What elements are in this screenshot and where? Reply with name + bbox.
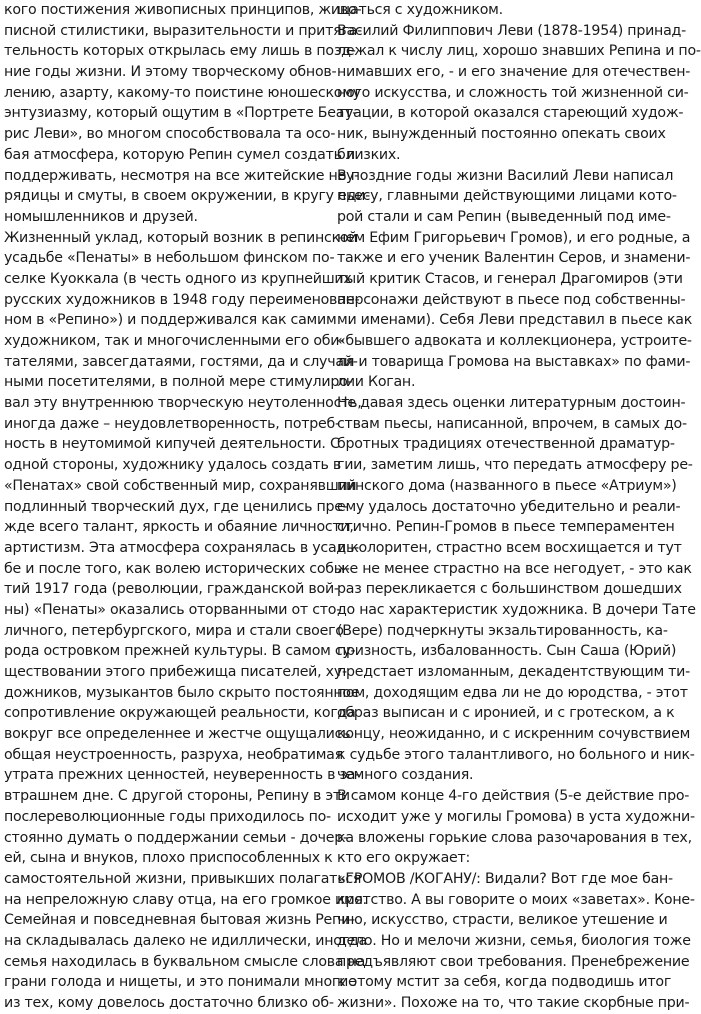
text-line: туации, в которой оказался стареющий худож-: [337, 105, 684, 122]
text-line: до нас характеристик художника. В дочери Тате: [337, 601, 696, 618]
text-line: самостоятельной жизни, привыкших полагаться: [4, 870, 362, 887]
text-line: щаться с художником.: [337, 2, 503, 18]
text-line: вокруг все определеннее и жестче ощущались: [4, 726, 351, 743]
text-line: рода островком прежней культуры. В самом су-: [4, 643, 356, 660]
text-line: селке Куоккала (в честь одного из крупнейших: [4, 270, 352, 287]
text-line: тий 1917 года (революции, гражданской вой-: [4, 581, 339, 598]
text-line: дожников, музыкантов было скрыто постоянное: [4, 684, 360, 701]
text-line: рядицы и смуты, в своем окружении, в кругу еди-: [4, 188, 370, 205]
text-line: артистизм. Эта атмосфера сохранялась в усадь-: [4, 539, 359, 556]
text-line: ного искусства, и сложность той жизненной си-: [337, 84, 689, 101]
text-line: художником, так и многочисленными его оби-: [4, 333, 345, 349]
text-line: концу, неожиданно, и с искренним сочувствием: [337, 726, 691, 743]
text-line: В самом конце 4-го действия (5-е действие про-: [337, 788, 690, 805]
text-line: номышленников и друзей.: [4, 208, 198, 225]
text-line: рис Леви», во многом способствовала та осо-: [4, 126, 336, 143]
text-line: иногда даже – неудовлетворенность, потреб-: [4, 415, 340, 432]
text-line: бая атмосфера, которую Репин сумел создать и: [4, 146, 355, 163]
text-line: Жизненный уклад, который возник в репинской: [4, 229, 358, 246]
text-line: же не менее страстно на все негодует, - это как: [337, 560, 692, 577]
text-line: кого постижения живописных принципов, живо-: [4, 2, 362, 18]
text-line: образ выписан и с иронией, и с гротеском, а к: [337, 705, 675, 722]
text-line: Семейная и повседневная бытовая жизнь Репи-: [4, 912, 355, 929]
text-line: энтузиазму, который ощутим в «Портрете Беат-: [4, 105, 358, 122]
text-line: семья находилась в буквальном смысле слова на: [4, 953, 366, 970]
text-line: кротство. А вы говорите о моих «заветах». Коне-: [337, 891, 695, 908]
text-line: Не давая здесь оценки литературным достоин-: [337, 395, 686, 412]
text-line: к судьбе этого талантливого, но больного и ник-: [337, 746, 695, 763]
text-line: лению, азарту, какому-то поистине юношескому: [4, 84, 361, 101]
text-line: ны) «Пенаты» оказались оторванными от сто-: [4, 601, 342, 618]
text-line: раз перекликается с большинством дошедших: [337, 581, 682, 598]
text-line: подлинный творческий дух, где ценились пре-: [4, 498, 348, 515]
text-line: бе и после того, как волею исторических собы-: [4, 560, 350, 577]
text-line: бротных традициях отечественной драматур-: [337, 436, 675, 453]
text-line: втрашнем дне. С другой стороны, Репину в эти: [4, 788, 350, 805]
text-line: исходит уже у могилы Громова) в уста художни-: [337, 808, 695, 825]
text-line: гии, заметим лишь, что передать атмосферу ре-: [337, 457, 693, 474]
text-line: стоянно думать о поддержании семьи - дочер-: [4, 829, 348, 846]
text-line: жде всего талант, яркость и обаяние личности,: [4, 519, 354, 536]
text-line: пинского дома (названного в пьесе «Атриум»): [337, 477, 677, 494]
right-text-column: [337, 0, 701, 1011]
text-line: пом, доходящим едва ли не до юродства, - этот: [337, 684, 688, 701]
text-line: ля и товарища Громова на выставках» по фами-: [337, 353, 691, 370]
text-line: лии Коган.: [337, 374, 416, 391]
text-line: на складывалась далеко не идиллически, иногда: [4, 932, 367, 949]
text-line: ными посетителями, в полной мере стимулиро-: [4, 374, 353, 391]
text-line: поддерживать, несмотря на все житейские неу-: [4, 167, 359, 184]
text-line: лежал к числу лиц, хорошо знавших Репина и по-: [337, 43, 701, 60]
text-line: дело. Но и мелочи жизни, семья, биология тоже: [337, 932, 691, 949]
text-line: персонажи действуют в пьесе под собственны-: [337, 291, 686, 308]
text-line: чемного создания.: [337, 767, 474, 784]
text-line: ей, сына и внуков, плохо приспособленных к: [4, 850, 333, 867]
text-line: ность в неутомимой кипучей деятельности. С: [4, 436, 340, 453]
text-line: ему удалось достаточно убедительно и реали-: [337, 498, 681, 515]
text-line: и колоритен, страстно всем восхищается и тут: [337, 539, 682, 556]
text-line: к этому мстит за себя, когда подводишь итог: [337, 974, 672, 991]
text-line: грани голода и нищеты, и это понимали многие: [4, 974, 357, 991]
text-line: тателями, завсегдатаями, гостями, да и случай-: [4, 353, 358, 370]
text-line: Василий Филиппович Леви (1878-1954) принад-: [337, 22, 686, 39]
text-line: одной стороны, художнику удалось создать в: [4, 457, 341, 474]
text-line: «бывшего адвоката и коллекционера, устроите-: [337, 333, 692, 349]
text-line: общая неустроенность, разруха, необратимая: [4, 746, 343, 763]
text-line: вал эту внутреннюю творческую неутоленность,: [4, 395, 362, 412]
text-line: жизни». Похоже на то, что такие скорбные при-: [337, 995, 690, 1011]
text-line: ном в «Репино») и поддерживался как самим: [4, 312, 337, 329]
text-line: писной стилистики, выразительности и притяга-: [4, 22, 362, 39]
text-line: сопротивление окружающей реальности, когда: [4, 705, 356, 722]
text-line: предъявляют свои требования. Пренебрежение: [337, 953, 690, 970]
text-line: ние годы жизни. И этому творческому обнов-: [4, 64, 337, 81]
text-line: личного, петербургского, мира и стали своего: [4, 622, 344, 639]
text-line: ствам пьесы, написанной, впрочем, в самых до-: [337, 415, 687, 432]
text-line: усадьбе «Пенаты» в небольшом финском по-: [4, 250, 335, 267]
text-line: ми именами). Себя Леви представил в пьесе как: [337, 312, 693, 329]
text-line: «ГРОМОВ /КОГАНУ/: Видали? Вот где мое бан-: [337, 870, 673, 887]
text-line: призность, избалованность. Сын Саша (Юрий): [337, 643, 677, 660]
text-line: пьесу, главными действующими лицами кото-: [337, 188, 677, 205]
text-line: нем Ефим Григорьевич Громов), и его родные, а: [337, 229, 691, 246]
text-line: рой стали и сам Репин (выведенный под име-: [337, 208, 671, 225]
text-line: чно, искусство, страсти, великое утешение и: [337, 912, 668, 929]
text-line: (Вере) подчеркнуты экзальтированность, ка-: [337, 622, 668, 639]
text-line: близких.: [337, 146, 401, 163]
text-line: тый критик Стасов, и генерал Драгомиров (эти: [337, 270, 683, 287]
text-line: стично. Репин-Громов в пьесе темпераментен: [337, 519, 675, 536]
text-line: ка вложены горькие слова разочарования в тех,: [337, 829, 692, 846]
text-line: русских художников в 1948 году переименован-: [4, 291, 360, 308]
text-line: кто его окружает:: [337, 850, 471, 867]
text-line: также и его ученик Валентин Серов, и знамени-: [337, 250, 691, 267]
text-line: из тех, кому довелось достаточно близко об-: [4, 995, 334, 1011]
text-line: на непреложную славу отца, на его громкое имя.: [4, 891, 367, 908]
text-line: тельность которых открылась ему лишь в позд-: [4, 43, 356, 60]
text-line: послереволюционные годы приходилось по-: [4, 808, 331, 825]
text-line: ществовании этого прибежища писателей, ху-: [4, 664, 347, 680]
text-line: «Пенатах» свой собственный мир, сохранявший: [4, 477, 357, 494]
text-line: В поздние годы жизни Василий Леви написал: [337, 167, 674, 184]
text-line: нимавших его, - и его значение для отечествен-: [337, 64, 691, 81]
text-line: утрата прежних ценностей, неуверенность в за-: [4, 767, 361, 784]
text-line: ник, вынужденный постоянно опекать своих: [337, 126, 666, 143]
text-line: предстает изломанным, декадентствующим ти-: [337, 664, 691, 680]
